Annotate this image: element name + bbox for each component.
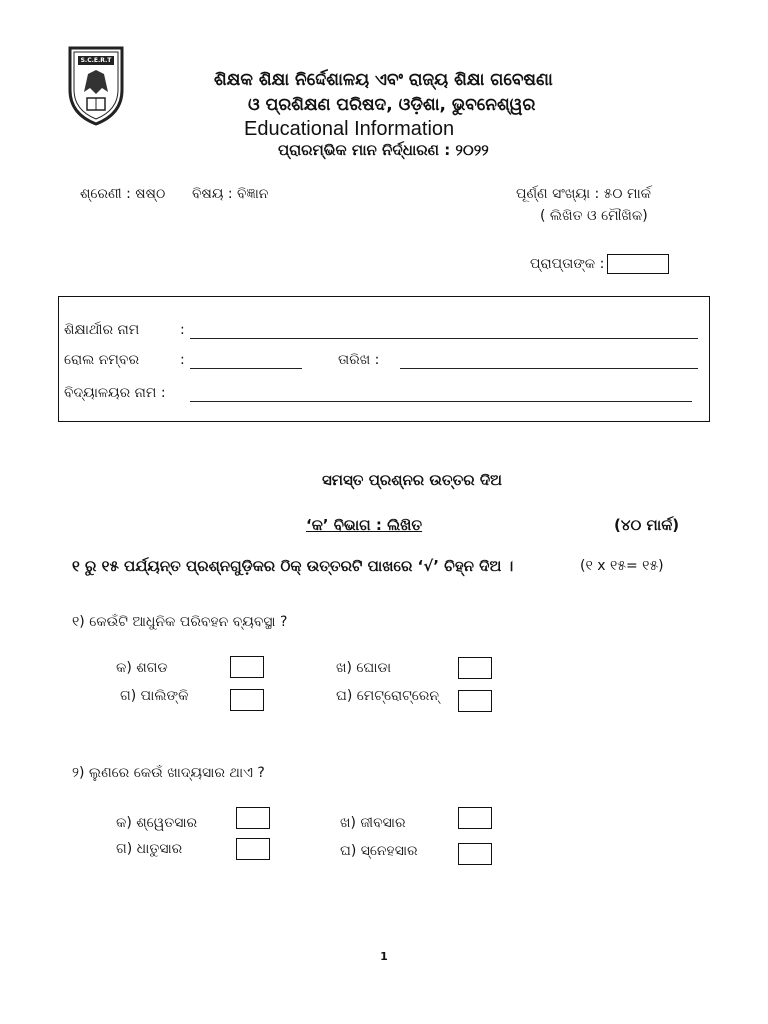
q1-option-d: ଘ) ମେଟ୍ରୋଟ୍ରେନ୍	[336, 688, 440, 704]
school-name-label: ବିଦ୍ୟାଳୟର ନାମ :	[64, 385, 166, 401]
q2-option-d: ଘ) ସ୍ନେହସାର	[340, 843, 418, 859]
tick-marks: (୧ x ୧୫= ୧୫)	[580, 558, 664, 574]
class-label: ଶ୍ରେଣୀ : ଷଷ୍ଠ	[80, 186, 166, 202]
q1-option-a-checkbox[interactable]	[230, 656, 264, 678]
roll-number-field[interactable]	[190, 354, 302, 369]
answer-all-instruction: ସମସ୍ତ ପ୍ରଶ୍ନର ଉତ୍ତର ଦିଅ	[322, 471, 503, 489]
roll-number-label: ରୋଲ ନମ୍ବର	[64, 352, 140, 368]
q2-option-b: ଖ) ଜୀବସାର	[340, 815, 406, 831]
header-line-4: ପ୍ରାରମ୍ଭିକ ମାନ ନିର୍ଦ୍ଧାରଣ : ୨୦୨୨	[278, 141, 489, 159]
tick-instruction: ୧ ରୁ ୧୫ ପର୍ଯ୍ୟନ୍ତ ପ୍ରଶ୍ନଗୁଡ଼ିକର ଠିକ୍ ଉତ୍ତରଟି ପାଖରେ ‘√’ ଚିହ୍ନ ଦିଅ ।	[72, 557, 514, 575]
full-marks: ପୂର୍ଣ୍ଣ ସଂଖ୍ୟା : ୫୦ ମାର୍କ	[516, 186, 651, 202]
header-line-1: ଶିକ୍ଷକ ଶିକ୍ଷା ନିର୍ଦ୍ଦେଶାଳୟ ଏବଂ ରାଜ୍ୟ ଶିକ୍ଷା ଗବେଷଣା	[214, 70, 553, 90]
q2-option-a: କ) ଶ୍ୱେତସାର	[116, 815, 198, 831]
q1-option-d-checkbox[interactable]	[458, 690, 492, 712]
q2-option-b-checkbox[interactable]	[458, 807, 492, 829]
student-name-field[interactable]	[190, 324, 698, 339]
student-name-label: ଶିକ୍ଷାର୍ଥୀର ନାମ	[64, 322, 140, 338]
q2-option-c: ଗ) ଧାତୁସାର	[116, 841, 183, 857]
q1-option-c: ଗ) ପାଲିଙ୍କି	[120, 688, 189, 704]
question-1: ୧) କେଉଁଟି ଆଧୁନିକ ପରିବହନ ବ୍ୟବସ୍ଥା ?	[72, 614, 288, 630]
q2-option-a-checkbox[interactable]	[236, 807, 270, 829]
header-line-2: ଓ ପ୍ରଶିକ୍ଷଣ ପରିଷଦ, ଓଡ଼ିଶା, ଭୁବନେଶ୍ୱର	[248, 95, 536, 115]
school-name-field[interactable]	[190, 387, 692, 402]
q2-option-c-checkbox[interactable]	[236, 838, 270, 860]
section-title: ‘କ’ ବିଭାଗ : ଲିଖିତ	[306, 516, 423, 534]
scert-logo	[66, 44, 126, 128]
colon: :	[180, 322, 185, 338]
q1-option-c-checkbox[interactable]	[230, 689, 264, 711]
score-box[interactable]	[607, 254, 669, 274]
score-label: ପ୍ରାପ୍ତାଙ୍କ :	[530, 256, 605, 272]
q1-option-b: ଖ) ଘୋଡା	[336, 660, 392, 676]
section-marks: (୪୦ ମାର୍କ)	[614, 516, 680, 534]
logo-text: S.C.E.R.T	[80, 57, 112, 64]
subject-label: ବିଷୟ : ବିଜ୍ଞାନ	[192, 186, 269, 202]
q2-option-d-checkbox[interactable]	[458, 843, 492, 865]
header-line-3: Educational Information	[244, 118, 455, 140]
date-label: ତାରିଖ :	[338, 352, 380, 368]
question-2: ୨) ଲୁଣରେ କେଉଁ ଖାଦ୍ୟସାର ଥାଏ ?	[72, 765, 265, 781]
date-field[interactable]	[400, 354, 698, 369]
exam-mode: ( ଲିଖିତ ଓ ମୌଖିକ)	[540, 208, 648, 224]
colon: :	[180, 352, 185, 368]
q1-option-a: କ) ଶଗଡ	[116, 660, 168, 676]
q1-option-b-checkbox[interactable]	[458, 657, 492, 679]
page-number: 1	[380, 950, 388, 963]
